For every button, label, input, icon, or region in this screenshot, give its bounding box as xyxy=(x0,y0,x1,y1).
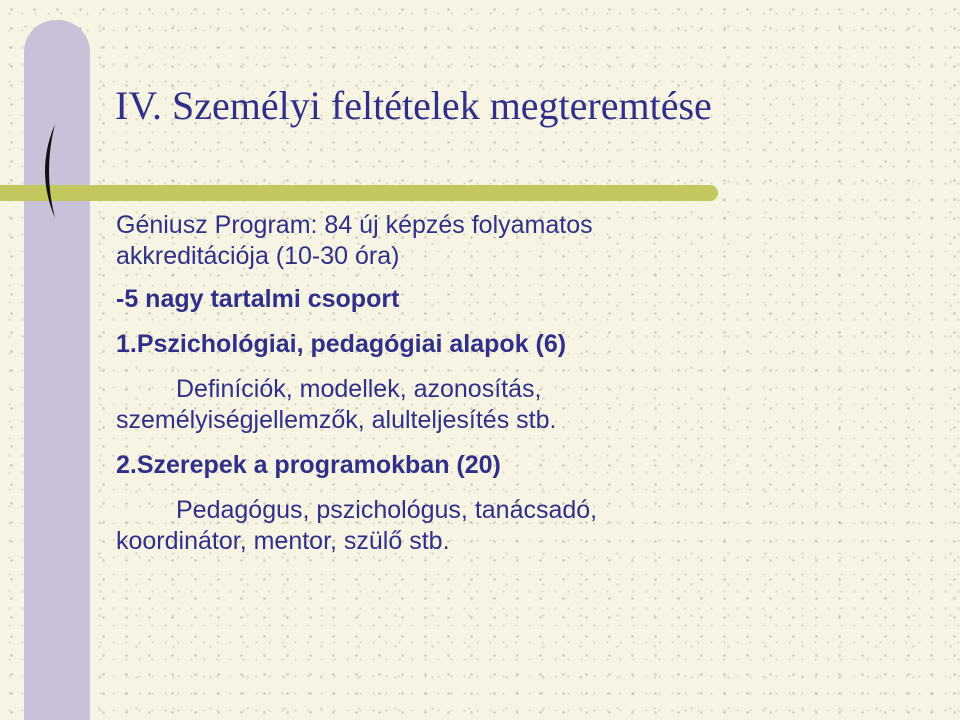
content-line: akkreditációja (10-30 óra) xyxy=(116,242,400,270)
content-line: koordinátor, mentor, szülő stb. xyxy=(116,527,450,555)
content-line: 2.Szerepek a programokban (20) xyxy=(116,451,501,479)
bracket-icon xyxy=(33,122,57,220)
slide-content xyxy=(116,210,936,557)
content-line: 1.Pszichológiai, pedagógiai alapok (6) xyxy=(116,330,567,358)
content-line: személyiségjellemzők, alulteljesítés stb. xyxy=(116,406,557,434)
page-title: IV. Személyi feltételek megteremtése xyxy=(115,83,712,128)
accent-rule xyxy=(0,185,718,201)
content-line: Definíciók, modellek, azonosítás, xyxy=(176,375,542,403)
content-line: Pedagógus, pszichológus, tanácsadó, xyxy=(176,496,598,524)
content-line: -5 nagy tartalmi csoport xyxy=(116,285,400,313)
content-line: Géniusz Program: 84 új képzés folyamatos xyxy=(116,211,593,239)
